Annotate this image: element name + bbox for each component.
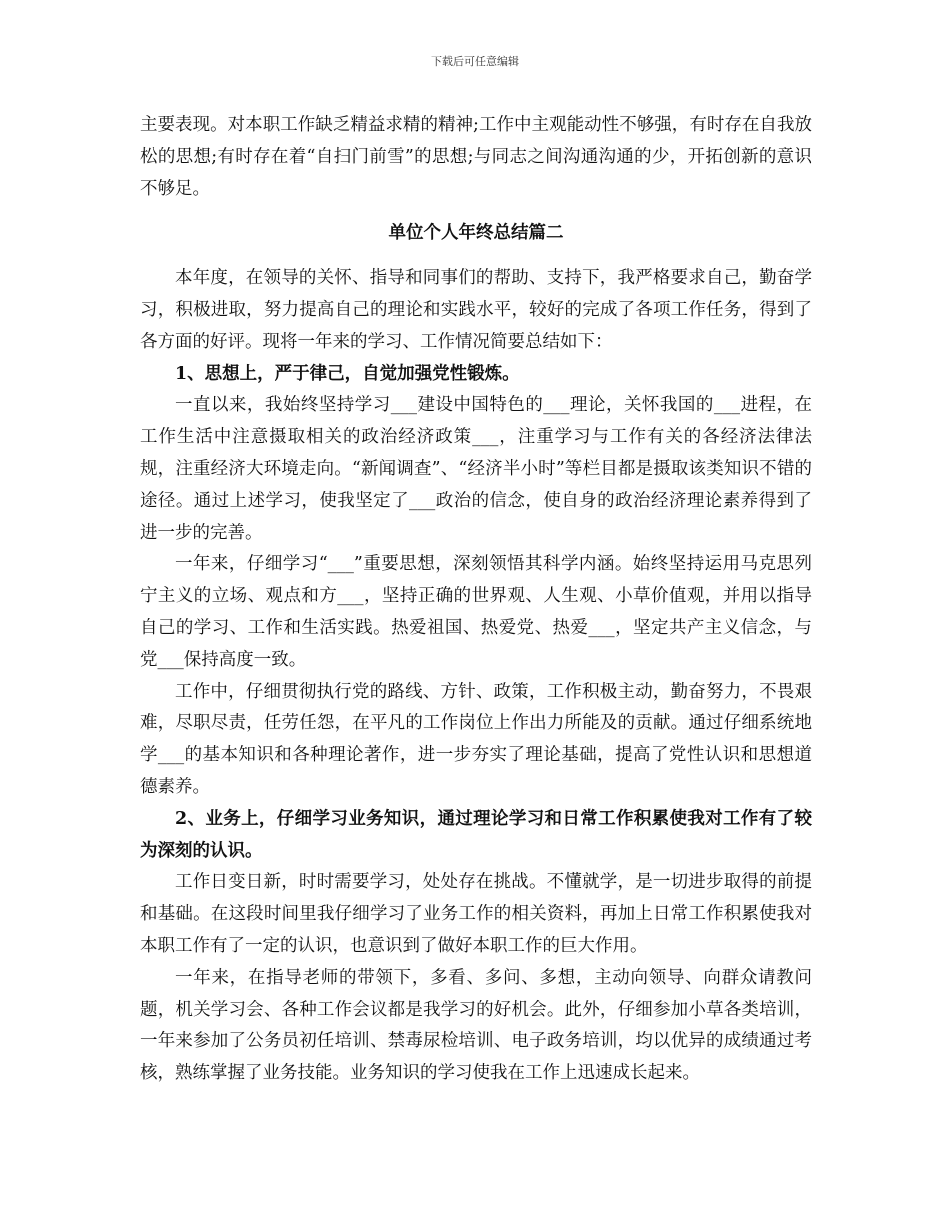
body-paragraph: 一年来，在指导老师的带领下，多看、多问、多想，主动向领导、向群众请教问题，机关学习会、各种工作会议都是我学习的好机会。此外，仔细参加小草各类培训，一年来参加了公务员初任培训、禁毒尿检培训、电子政务培训，均以优异的成绩通过考核，熟练掌握了业务技能。业务知识的学习使我在工作上迅速成长起来。 bbox=[140, 967, 812, 1084]
body-paragraph: 工作中，仔细贯彻执行党的路线、方针、政策，工作积极主动，勤奋努力，不畏艰难，尽职尽责，任劳任怨，在平凡的工作岗位上作出力所能及的贡献。通过仔细系统地学___的基本知识和各种理论著作，进一步夯实了理论基础，提高了党性认识和思想道德素养。 bbox=[140, 681, 812, 797]
document-body bbox=[140, 110, 812, 1090]
body-paragraph: 一年来，仔细学习“___”重要思想，深刻领悟其科学内涵。始终坚持运用马克思列宁主义的立场、观点和方___，坚持正确的世界观、人生观、小草价值观，并用以指导自己的学习、工作和生活实践。热爱祖国、热爱党、热爱___，坚定共产主义信念，与党___保持高度一致。 bbox=[140, 554, 812, 670]
subheading-business: 2、业务上，仔细学习业务知识，通过理论学习和日常工作积累使我对工作有了较为深刻的认识。 bbox=[140, 808, 812, 861]
subheading-ideology: 1、思想上，严于律己，自觉加强党性锻炼。 bbox=[175, 363, 520, 384]
intro-paragraph: 主要表现。对本职工作缺乏精益求精的精神;工作中主观能动性不够强，有时存在自我放松的思想;有时存在着“自扫门前雪”的思想;与同志之间沟通沟通的少，开拓创新的意识不够足。 bbox=[140, 115, 812, 199]
section-title: 单位个人年终总结篇二 bbox=[388, 223, 564, 244]
body-paragraph: 一直以来，我始终坚持学习___建设中国特色的___理论，关怀我国的___进程，在工作生活中注意摄取相关的政治经济政策___，注重学习与工作有关的各经济法律法规，注重经济大环境走向。“新闻调查”、“经济半小时”等栏目都是摄取该类知识不错的途径。通过上述学习，使我坚定了___政治的信念，使自身的政治经济理论素养得到了进一步的完善。 bbox=[140, 395, 812, 543]
body-paragraph: 本年度，在领导的关怀、指导和同事们的帮助、支持下，我严格要求自己，勤奋学习，积极进取，努力提高自己的理论和实践水平，较好的完成了各项工作任务，得到了各方面的好评。现将一年来的学习、工作情况简要总结如下： bbox=[140, 268, 812, 352]
body-paragraph: 工作日变日新，时时需要学习，处处存在挑战。不懂就学，是一切进步取得的前提和基础。在这段时间里我仔细学习了业务工作的相关资料，再加上日常工作积累使我对本职工作有了一定的认识，也意识到了做好本职工作的巨大作用。 bbox=[140, 872, 812, 956]
page-header: 下载后可任意编辑 bbox=[431, 55, 519, 68]
